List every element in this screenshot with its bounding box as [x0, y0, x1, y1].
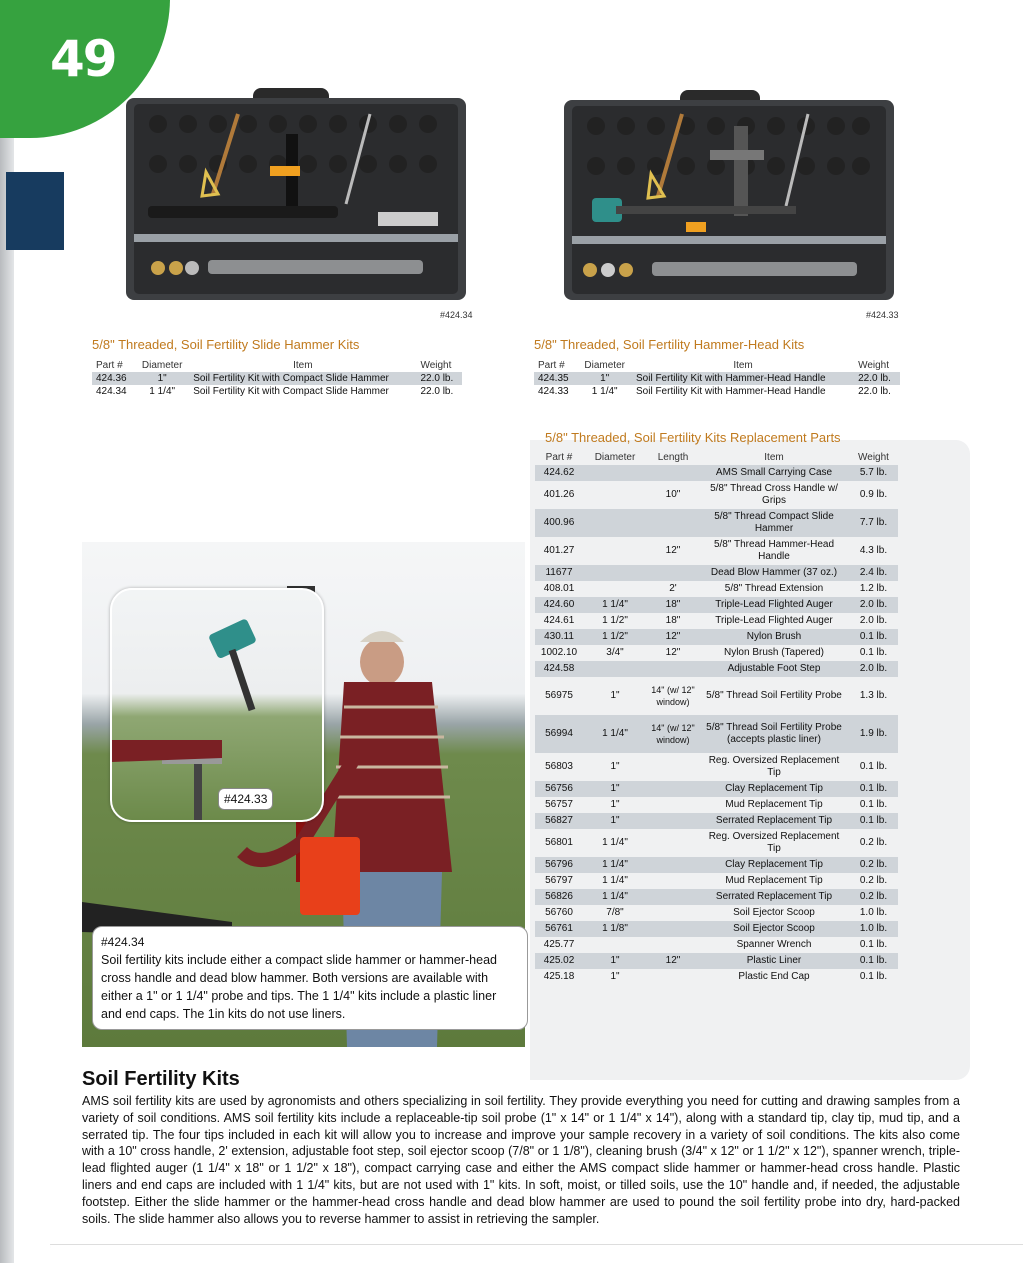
- table-row: [535, 937, 898, 953]
- diameter: [583, 661, 647, 677]
- length: [647, 873, 699, 889]
- part-number: 424.58: [535, 661, 583, 677]
- item: Mud Replacement Tip: [725, 875, 823, 886]
- item: Clay Replacement Tip: [699, 781, 849, 797]
- item: Soil Fertility Kit with Compact Slide Hammer: [193, 386, 389, 397]
- col-header-length: Length: [657, 452, 689, 463]
- length: 18": [647, 597, 699, 613]
- replacement-parts-table: [535, 451, 898, 985]
- part-number: 56826: [535, 889, 583, 905]
- length: [647, 857, 699, 873]
- part-number: 401.27: [543, 545, 575, 556]
- col-header-weight: Weight: [858, 360, 890, 371]
- item: 5/8" Thread Soil Fertility Probe (accepts plastic liner): [699, 715, 849, 753]
- table-header-row: [534, 359, 900, 372]
- table-row: [535, 465, 898, 481]
- table-row: [535, 797, 898, 813]
- part-number: 424.60: [535, 597, 583, 613]
- part-number: 11677: [535, 565, 583, 581]
- col-header-item: Item: [293, 360, 313, 371]
- length: 2': [669, 583, 677, 594]
- item: Reg. Oversized Replacement Tip: [708, 755, 840, 778]
- table-row: [534, 385, 900, 398]
- item: AMS Small Carrying Case: [699, 465, 849, 481]
- weight: 7.7 lb.: [849, 509, 898, 537]
- part-number: 56796: [535, 857, 583, 873]
- diameter: 1 1/2": [602, 615, 628, 626]
- item: Serrated Replacement Tip: [699, 889, 849, 905]
- weight: 2.4 lb.: [849, 565, 898, 581]
- diameter: 1": [577, 372, 632, 385]
- part-number: 424.34: [96, 386, 127, 397]
- length: 12": [647, 629, 699, 645]
- col-header-diameter: Diameter: [141, 360, 183, 371]
- part-number: 424.62: [535, 465, 583, 481]
- weight: 0.1 lb.: [859, 647, 888, 658]
- table-row: [92, 372, 462, 385]
- table-row: [535, 873, 898, 889]
- hammer-head-kits-table: [534, 359, 900, 398]
- slide-hammer-kits-title: 5/8" Threaded, Soil Fertility Slide Hammer Kits: [92, 337, 360, 352]
- col-header-part: Part #: [538, 360, 565, 371]
- section-tab: [6, 172, 64, 250]
- kit-case-hammer-head-image: [556, 86, 904, 306]
- part-number: 56827: [535, 813, 583, 829]
- table-row: [535, 889, 898, 905]
- table-row: [535, 677, 898, 715]
- item: Soil Ejector Scoop: [733, 907, 815, 918]
- diameter: 1": [583, 781, 647, 797]
- kit-caption-424-34: #424.34: [440, 310, 473, 320]
- table-row: [535, 969, 898, 985]
- table-row: [535, 857, 898, 873]
- diameter: 1": [610, 799, 620, 810]
- length: 18": [665, 615, 681, 626]
- table-row: [535, 813, 898, 829]
- part-number: 401.26: [543, 489, 575, 500]
- article-heading: Soil Fertility Kits: [82, 1068, 240, 1090]
- col-header-item: Item: [764, 452, 784, 463]
- diameter: 1": [610, 690, 620, 701]
- length: [647, 829, 699, 857]
- photo-description-box: [92, 926, 528, 1030]
- item: Nylon Brush (Tapered): [723, 647, 825, 658]
- part-number: 424.33: [538, 386, 569, 397]
- kit-case-slide-hammer-image: [118, 84, 474, 306]
- weight: 0.1 lb.: [849, 953, 898, 969]
- diameter: 3/4": [606, 647, 624, 658]
- item: Plastic End Cap: [738, 971, 810, 982]
- length: 10": [665, 489, 681, 500]
- diameter: [583, 465, 647, 481]
- weight: 22.0 lb.: [858, 386, 891, 397]
- part-number: 56994: [535, 715, 583, 753]
- article-body: AMS soil fertility kits are used by agronomists and others specializing in soil fertility. They provide everything you need for cutting and drawing samples from a variety of soil conditions. AMS soil fertility kits include a replaceable-tip soil probe (1" x 14" or 1 1/4" x 14"), along with a standard tip, clay tip, mud tip, and a serrated tip. The four tips included in each kit will allow you to increase and improve your sample recovery in a variety of soil conditions. The kits also come with a 10" cross handle, 2' extension, adjustable foot step, soil ejector scoop (7/8" or 1 1/8"), cleaning brush (3/4" x 12" or 1 1/2" x 12"), spanner wrench, triple-lead flighted auger (1 1/4" x 18" or 1 1/2" x 18"), compact carrying case and either the AMS compact slide hammer or hammer-head cross handle. Plastic liners and end caps are included with 1 1/4" kits, but are not used with 1" kits. In soft, moist, or tilled soils, use the 10" handle and, if needed, the adjustable footstep. Either the slide hammer or the hammer-head cross handle and dead blow hammer are used to pound the soil fertility probe into dry, hard-packed soils. The slide hammer also allows you to reverse hammer to assist in retrieving the sampler.: [82, 1094, 960, 1226]
- weight: 2.0 lb.: [849, 597, 898, 613]
- diameter: 1 1/2": [583, 629, 647, 645]
- diameter: 1 1/4": [583, 857, 647, 873]
- length: [647, 905, 699, 921]
- item: 5/8" Thread Extension: [724, 583, 824, 594]
- length: 14" (w/ 12" window): [647, 715, 699, 753]
- weight: 0.1 lb.: [859, 971, 888, 982]
- length: [647, 921, 699, 937]
- length: [647, 753, 699, 781]
- diameter: [583, 537, 647, 565]
- length: 14" (w/ 12" window): [651, 685, 695, 707]
- photo-description-number: #424.34: [101, 935, 145, 949]
- diameter: 1 1/4": [583, 597, 647, 613]
- length: [647, 661, 699, 677]
- diameter: 1": [610, 971, 620, 982]
- item: Soil Fertility Kit with Hammer-Head Handle: [636, 386, 826, 397]
- inset-label: #424.33: [218, 788, 273, 810]
- item: Soil Fertility Kit with Compact Slide Hammer: [189, 372, 416, 385]
- weight: 1.9 lb.: [849, 715, 898, 753]
- length: [647, 889, 699, 905]
- weight: 22.0 lb.: [416, 372, 462, 385]
- weight: 0.2 lb.: [849, 857, 898, 873]
- weight: 1.0 lb.: [849, 921, 898, 937]
- replacement-parts-title: 5/8" Threaded, Soil Fertility Kits Replacement Parts: [545, 430, 841, 445]
- part-number: 430.11: [535, 629, 583, 645]
- part-number: 56801: [545, 837, 573, 848]
- part-number: 425.02: [535, 953, 583, 969]
- item: Spanner Wrench: [736, 939, 812, 950]
- diameter: 1 1/4": [583, 715, 647, 753]
- part-number: 425.18: [543, 971, 575, 982]
- weight: 0.9 lb.: [859, 489, 888, 500]
- item: Serrated Replacement Tip: [699, 813, 849, 829]
- length: [647, 509, 699, 537]
- table-header-row: [535, 451, 898, 465]
- kit-caption-424-33: #424.33: [866, 310, 899, 320]
- photo-description-text: Soil fertility kits include either a compact slide hammer or hammer-head cross handle and dead blow hammer. Both versions are available with either a 1" or 1 1/4" probe and tips. The 1 1/4" kits include a plastic liner and end caps. The 1in kits do not use liners.: [101, 953, 497, 1021]
- length: [647, 465, 699, 481]
- diameter: 1 1/4": [149, 386, 176, 397]
- part-number: 56761: [535, 921, 583, 937]
- part-number: 56803: [545, 761, 573, 772]
- item: Dead Blow Hammer (37 oz.): [699, 565, 849, 581]
- col-header-diameter: Diameter: [584, 360, 625, 371]
- weight: 1.2 lb.: [859, 583, 888, 594]
- table-row: [535, 715, 898, 753]
- col-header-diameter: Diameter: [594, 452, 636, 463]
- col-header-part: Part #: [545, 452, 573, 463]
- item: 5/8" Thread Cross Handle w/ Grips: [710, 483, 838, 506]
- item: Soil Ejector Scoop: [699, 921, 849, 937]
- table-row: [535, 661, 898, 677]
- table-row: [535, 481, 898, 509]
- page-number: 49: [50, 30, 116, 88]
- length: [647, 565, 699, 581]
- length: [647, 813, 699, 829]
- table-row: [535, 613, 898, 629]
- part-number: 408.01: [543, 583, 575, 594]
- table-row: [534, 372, 900, 385]
- weight: 0.1 lb.: [849, 813, 898, 829]
- weight: 0.1 lb.: [849, 629, 898, 645]
- table-row: [535, 753, 898, 781]
- item: 5/8" Thread Hammer-Head Handle: [713, 539, 835, 562]
- part-number: 424.36: [92, 372, 135, 385]
- part-number: 424.61: [543, 615, 575, 626]
- part-number: 56797: [545, 875, 573, 886]
- weight: 0.1 lb.: [859, 761, 888, 772]
- part-number: 425.77: [543, 939, 575, 950]
- weight: 1.3 lb.: [859, 690, 888, 701]
- item: Adjustable Foot Step: [699, 661, 849, 677]
- item: 5/8" Thread Soil Fertility Probe: [706, 690, 842, 701]
- weight: 0.1 lb.: [849, 781, 898, 797]
- diameter: [583, 481, 647, 509]
- inset-photo: [110, 588, 324, 822]
- diameter: 1": [610, 761, 620, 772]
- part-number: 56756: [535, 781, 583, 797]
- part-number: 1002.10: [540, 647, 578, 658]
- length: [647, 969, 699, 985]
- table-row: [535, 921, 898, 937]
- part-number: 56975: [545, 690, 573, 701]
- item: Clay Replacement Tip: [699, 857, 849, 873]
- weight: 0.1 lb.: [859, 799, 888, 810]
- col-header-weight: Weight: [858, 452, 889, 463]
- item: Plastic Liner: [699, 953, 849, 969]
- table-header-row: [92, 359, 462, 372]
- slide-hammer-kits-table: [92, 359, 462, 398]
- weight: 0.2 lb.: [859, 837, 888, 848]
- table-row: [92, 385, 462, 398]
- part-number: 56757: [545, 799, 573, 810]
- weight: 5.7 lb.: [849, 465, 898, 481]
- diameter: 1 1/4": [602, 875, 628, 886]
- diameter: 1 1/8": [583, 921, 647, 937]
- hammer-head-kits-title: 5/8" Threaded, Soil Fertility Hammer-Head Kits: [534, 337, 805, 352]
- length: [647, 937, 699, 953]
- item: Triple-Lead Flighted Auger: [715, 615, 833, 626]
- diameter: [583, 565, 647, 581]
- table-row: [535, 581, 898, 597]
- table-row: [535, 537, 898, 565]
- diameter: 1 1/4": [591, 386, 618, 397]
- weight: 0.2 lb.: [859, 875, 888, 886]
- weight: 22.0 lb.: [854, 372, 900, 385]
- item: Mud Replacement Tip: [725, 799, 823, 810]
- diameter: 1": [583, 813, 647, 829]
- table-row: [535, 629, 898, 645]
- table-row: [535, 509, 898, 537]
- diameter: 1": [135, 372, 189, 385]
- length: 12": [665, 545, 681, 556]
- diameter: [583, 937, 647, 953]
- weight: 22.0 lb.: [420, 386, 454, 397]
- length: [647, 781, 699, 797]
- item: 5/8" Thread Compact Slide Hammer: [699, 509, 849, 537]
- table-row: [535, 781, 898, 797]
- table-row: [535, 829, 898, 857]
- table-row: [535, 905, 898, 921]
- page-footer-edge: [50, 1245, 1023, 1263]
- length: [647, 797, 699, 813]
- weight: 4.3 lb.: [859, 545, 888, 556]
- part-number: 56760: [545, 907, 573, 918]
- item: Triple-Lead Flighted Auger: [699, 597, 849, 613]
- weight: 1.0 lb.: [859, 907, 888, 918]
- weight: 2.0 lb.: [859, 615, 888, 626]
- part-number: 424.35: [534, 372, 577, 385]
- col-header-weight: Weight: [420, 360, 452, 371]
- diameter: [583, 509, 647, 537]
- item: Nylon Brush: [699, 629, 849, 645]
- length: 12": [647, 953, 699, 969]
- diameter: 1 1/4": [602, 837, 628, 848]
- table-row: [535, 597, 898, 613]
- length: 12": [665, 647, 681, 658]
- part-number: 400.96: [535, 509, 583, 537]
- diameter: 7/8": [606, 907, 624, 918]
- weight: 0.2 lb.: [849, 889, 898, 905]
- diameter: 1": [583, 953, 647, 969]
- table-row: [535, 953, 898, 969]
- item: Soil Fertility Kit with Hammer-Head Handle: [632, 372, 854, 385]
- weight: 0.1 lb.: [859, 939, 888, 950]
- diameter: [583, 581, 647, 597]
- weight: 2.0 lb.: [849, 661, 898, 677]
- item: Reg. Oversized Replacement Tip: [708, 831, 840, 854]
- table-row: [535, 645, 898, 661]
- diameter: 1 1/4": [583, 889, 647, 905]
- col-header-part: Part #: [96, 360, 123, 371]
- col-header-item: Item: [733, 360, 753, 371]
- table-row: [535, 565, 898, 581]
